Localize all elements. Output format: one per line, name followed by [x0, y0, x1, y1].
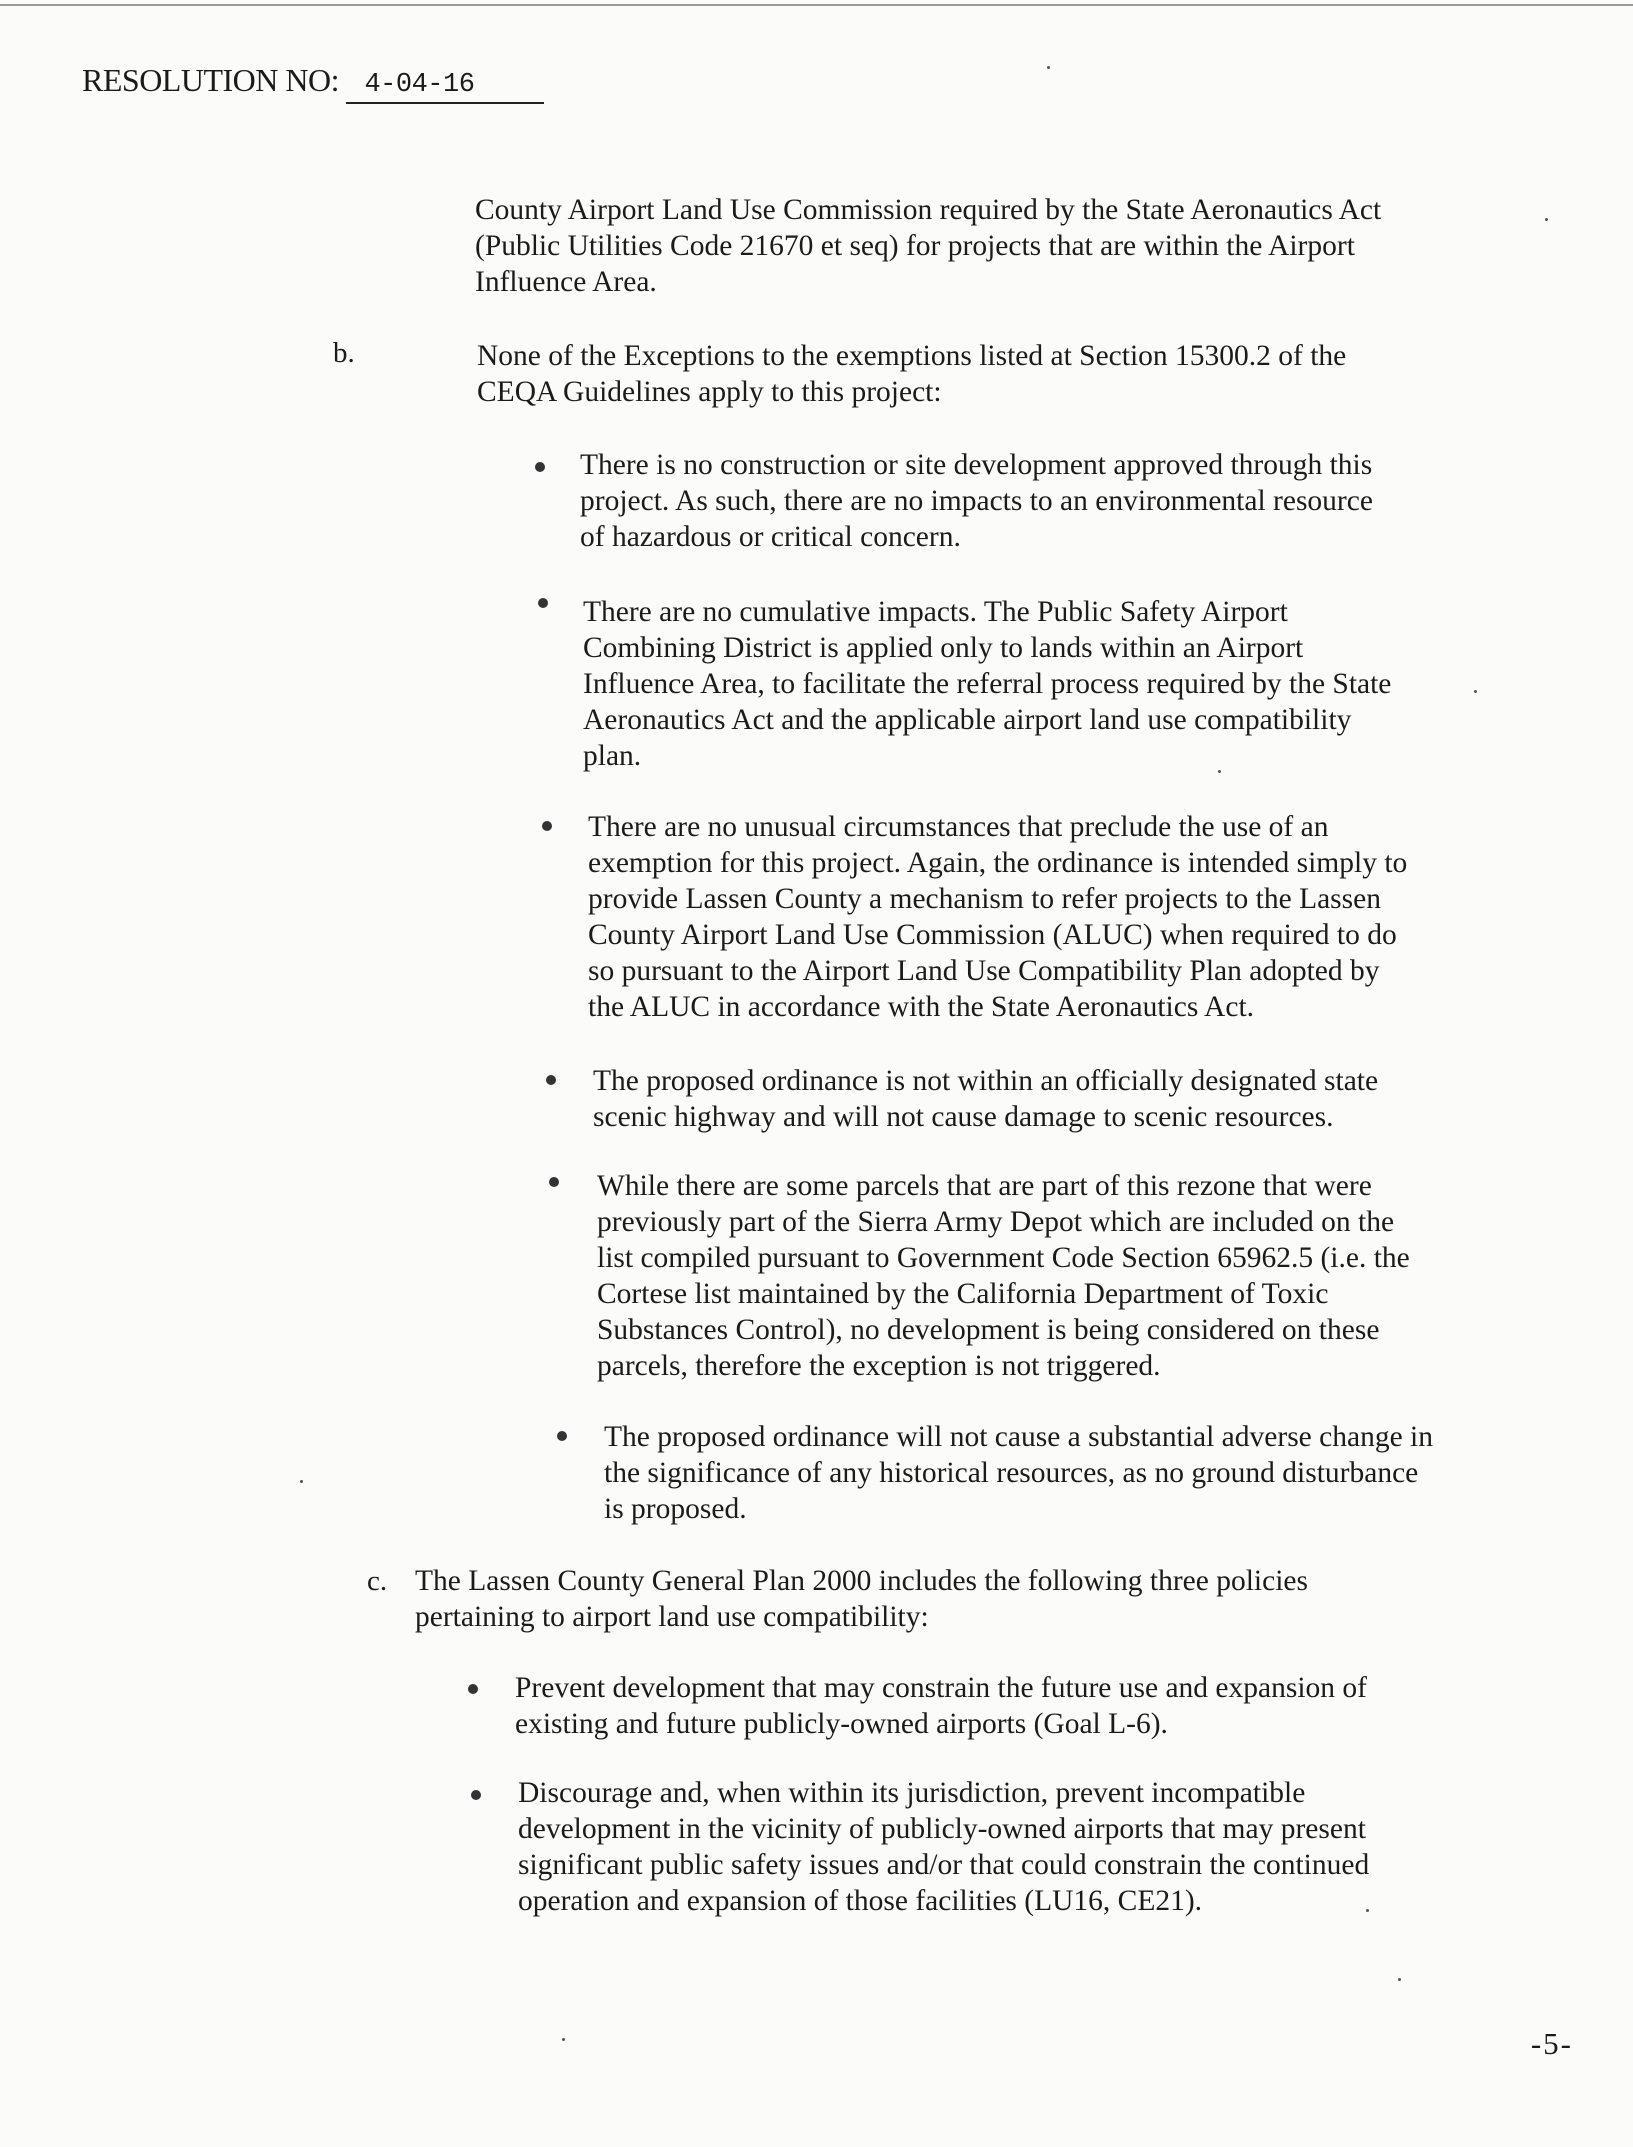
text-line: list compiled pursuant to Government Code Section 65962.5 (i.e. the: [597, 1242, 1410, 1274]
text-line: the significance of any historical resources, as no ground disturbance: [604, 1457, 1419, 1489]
item-c-bullet-2: [518, 1775, 1369, 1919]
item-b-bullet-6: [604, 1419, 1433, 1527]
intro-paragraph: [475, 192, 1381, 300]
item-b-bullet-3: [588, 809, 1407, 1025]
item-c-text: [415, 1563, 1308, 1635]
text-line: There are no cumulative impacts. The Public Safety Airport: [583, 596, 1288, 628]
text-line: None of the Exceptions to the exemptions listed at Section 15300.2 of the: [477, 340, 1347, 372]
text-line: of hazardous or critical concern.: [580, 521, 961, 553]
text-line: significant public safety issues and/or that could constrain the continued: [518, 1849, 1370, 1881]
text-line: The Lassen County General Plan 2000 includes the following three policies: [415, 1565, 1308, 1597]
text-line: is proposed.: [604, 1493, 747, 1525]
item-c-marker: c.: [367, 1565, 388, 1597]
scan-speck: [1047, 66, 1050, 69]
text-line: County Airport Land Use Commission (ALUC) when required to do: [588, 919, 1397, 951]
text-line: provide Lassen County a mechanism to refer projects to the Lassen: [588, 883, 1381, 915]
text-line: The proposed ordinance will not cause a substantial adverse change in: [604, 1421, 1433, 1453]
text-line: pertaining to airport land use compatibility:: [415, 1601, 929, 1633]
item-b-bullet-2: [583, 594, 1391, 774]
text-line: (Public Utilities Code 21670 et seq) for projects that are within the Airport: [475, 230, 1355, 262]
scan-speck: [562, 2038, 565, 2041]
scan-speck: [1398, 1978, 1401, 1981]
page-number: -5-: [1530, 2026, 1573, 2061]
item-c-bullet-1: [515, 1670, 1367, 1742]
scan-edge-line: [0, 4, 1633, 6]
text-line: County Airport Land Use Commission required by the State Aeronautics Act: [475, 194, 1382, 226]
scan-speck: [1545, 218, 1548, 221]
text-line: While there are some parcels that are part of this rezone that were: [597, 1170, 1372, 1202]
scan-speck: [1366, 1909, 1369, 1912]
item-b-bullet-5: [597, 1168, 1410, 1384]
resolution-number: 4-04-16: [346, 68, 544, 104]
text-line: project. As such, there are no impacts to an environmental resource: [580, 485, 1373, 517]
text-line: Cortese list maintained by the California Department of Toxic: [597, 1278, 1329, 1310]
text-line: Influence Area.: [475, 266, 657, 298]
text-line: Discourage and, when within its jurisdiction, prevent incompatible: [518, 1777, 1306, 1809]
bullet-icon: [535, 462, 545, 472]
bullet-icon: [471, 1790, 481, 1800]
resolution-header: [82, 62, 544, 104]
text-line: Prevent development that may constrain the future use and expansion of: [515, 1672, 1367, 1704]
item-b-marker: b.: [333, 337, 355, 369]
bullet-icon: [542, 821, 552, 831]
text-line: so pursuant to the Airport Land Use Compatibility Plan adopted by: [588, 955, 1380, 987]
text-line: There are no unusual circumstances that preclude the use of an: [588, 811, 1329, 843]
item-b-bullet-1: [580, 447, 1373, 555]
item-b-text: [477, 338, 1346, 410]
text-line: There is no construction or site development approved through this: [580, 449, 1373, 481]
resolution-label: RESOLUTION NO:: [82, 62, 339, 98]
text-line: operation and expansion of those facilities (LU16, CE21).: [518, 1885, 1203, 1917]
bullet-icon: [546, 1075, 556, 1085]
text-line: Aeronautics Act and the applicable airport land use compatibility: [583, 704, 1352, 736]
text-line: The proposed ordinance is not within an officially designated state: [593, 1065, 1379, 1097]
item-b-bullet-4: [593, 1063, 1378, 1135]
text-line: development in the vicinity of publicly-owned airports that may present: [518, 1813, 1366, 1845]
bullet-icon: [538, 598, 548, 608]
text-line: existing and future publicly-owned airports (Goal L-6).: [515, 1708, 1168, 1740]
text-line: Influence Area, to facilitate the referral process required by the State: [583, 668, 1392, 700]
text-line: previously part of the Sierra Army Depot which are included on the: [597, 1206, 1395, 1238]
text-line: parcels, therefore the exception is not triggered.: [597, 1350, 1161, 1382]
scan-speck: [300, 1480, 303, 1483]
scan-speck: [1474, 690, 1477, 693]
scan-speck: [1218, 770, 1221, 773]
text-line: CEQA Guidelines apply to this project:: [477, 376, 942, 408]
text-line: the ALUC in accordance with the State Aeronautics Act.: [588, 991, 1255, 1023]
text-line: Combining District is applied only to lands within an Airport: [583, 632, 1304, 664]
text-line: exemption for this project. Again, the ordinance is intended simply to: [588, 847, 1408, 879]
bullet-icon: [549, 1177, 559, 1187]
bullet-icon: [468, 1684, 478, 1694]
text-line: scenic highway and will not cause damage to scenic resources.: [593, 1101, 1334, 1133]
text-line: Substances Control), no development is being considered on these: [597, 1314, 1380, 1346]
text-line: plan.: [583, 740, 642, 772]
bullet-icon: [557, 1431, 567, 1441]
